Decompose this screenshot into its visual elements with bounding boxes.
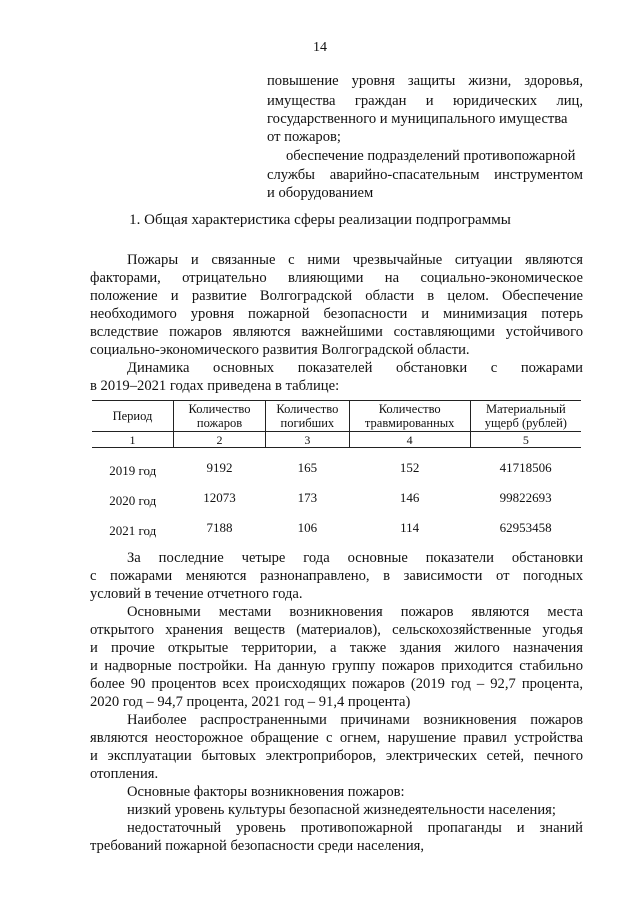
text-line: условий в течение отчетного года. bbox=[90, 586, 303, 602]
cell-fires bbox=[173, 516, 265, 546]
column-number: 5 bbox=[470, 432, 581, 448]
cell-fires bbox=[173, 448, 265, 487]
cell-injured bbox=[349, 516, 470, 546]
text-line: требований пожарной безопасности среди населения, bbox=[90, 838, 424, 854]
intro-line: от пожаров; bbox=[267, 129, 341, 145]
cell-value: 12073 bbox=[203, 490, 236, 505]
text-line: низкий уровень культуры безопасной жизнедеятельности населения; bbox=[127, 802, 556, 818]
cell-period: 2019 год bbox=[109, 463, 157, 478]
header-deaths: Количество погибших bbox=[266, 401, 349, 432]
cell-deaths bbox=[266, 486, 349, 516]
table-header-row bbox=[92, 401, 581, 432]
cell-value: 152 bbox=[399, 460, 420, 475]
text-line: являются неосторожное обращение с огнем, нарушение правил устройства bbox=[90, 730, 583, 746]
cell-period: 2021 год bbox=[109, 523, 157, 538]
header-fires: Количество пожаров bbox=[173, 401, 265, 432]
cell-value: 41718506 bbox=[499, 460, 552, 475]
text-line: Динамика основных показателей обстановки с пожарами bbox=[127, 360, 583, 376]
intro-line: повышение уровня защиты жизни, здоровья, bbox=[267, 73, 583, 89]
header-injured: Количество травмированных bbox=[349, 401, 470, 432]
text-line: вследствие пожаров являются важнейшими составляющими устойчивого bbox=[90, 324, 583, 340]
page-number: 14 bbox=[313, 40, 327, 55]
text-line: Основные факторы возникновения пожаров: bbox=[127, 784, 405, 800]
table-row bbox=[92, 486, 581, 516]
text-line: необходимого уровня пожарной безопасности и минимизация потерь bbox=[90, 306, 583, 322]
intro-line: обеспечение подразделений противопожарной bbox=[286, 148, 576, 164]
text-line: факторами, отрицательно влияющими на социально-экономическое bbox=[90, 270, 583, 286]
fire-statistics-table bbox=[92, 400, 581, 546]
section-heading: 1. Общая характеристика сферы реализации подпрограммы bbox=[129, 212, 511, 228]
text-line: 2020 год – 94,7 процента, 2021 год – 91,4 процента) bbox=[90, 694, 411, 710]
cell-value: 62953458 bbox=[499, 520, 552, 535]
cell-deaths bbox=[266, 448, 349, 487]
cell-deaths bbox=[266, 516, 349, 546]
cell-injured bbox=[349, 486, 470, 516]
text-line: Пожары и связанные с ними чрезвычайные ситуации являются bbox=[127, 252, 583, 268]
text-line: положение и развитие Волгоградской области в целом. Обеспечение bbox=[90, 288, 583, 304]
text-line: и надворные постройки. На данную группу пожаров приходится стабильно bbox=[90, 658, 583, 674]
text-line: За последние четыре года основные показатели обстановки bbox=[127, 550, 583, 566]
cell-value: 146 bbox=[399, 490, 420, 505]
text-line: и эксплуатации бытовых электроприборов, электрических сетей, печного bbox=[90, 748, 583, 764]
column-number: 2 bbox=[173, 432, 265, 448]
cell-value: 165 bbox=[297, 460, 318, 475]
cell-value: 7188 bbox=[206, 520, 233, 535]
cell-value: 114 bbox=[400, 520, 420, 535]
cell-damage bbox=[470, 516, 581, 546]
intro-line: государственного и муниципального имущества bbox=[267, 111, 568, 127]
header-period: Период bbox=[92, 401, 173, 432]
cell-injured bbox=[349, 448, 470, 487]
text-line: в 2019–2021 годах приведена в таблице: bbox=[90, 378, 340, 394]
intro-line: имущества граждан и юридических лиц, bbox=[267, 93, 583, 109]
header-damage: Материальный ущерб (рублей) bbox=[470, 401, 581, 432]
table-row bbox=[92, 448, 581, 487]
cell-fires bbox=[173, 486, 265, 516]
cell-value: 9192 bbox=[206, 460, 233, 475]
intro-line: службы аварийно-спасательным инструментом bbox=[267, 167, 583, 183]
text-line: открытого хранения веществ (материалов), сельскохозяйственные угодья bbox=[90, 622, 583, 638]
cell-period: 2020 год bbox=[109, 493, 157, 508]
cell-damage bbox=[470, 448, 581, 487]
column-number: 3 bbox=[266, 432, 349, 448]
text-line: социально-экономического развития Волгоградской области. bbox=[90, 342, 470, 358]
text-line: более 90 процентов всех происходящих пожаров (2019 год – 92,7 процента, bbox=[90, 676, 583, 692]
text-line: Основными местами возникновения пожаров являются места bbox=[127, 604, 583, 620]
text-line: Наиболее распространенными причинами возникновения пожаров bbox=[127, 712, 583, 728]
table-column-number-row bbox=[92, 432, 581, 448]
column-number: 4 bbox=[349, 432, 470, 448]
intro-line: и оборудованием bbox=[267, 185, 374, 201]
column-number: 1 bbox=[92, 432, 173, 448]
cell-value: 106 bbox=[297, 520, 318, 535]
cell-value: 99822693 bbox=[499, 490, 552, 505]
cell-value: 173 bbox=[297, 490, 318, 505]
text-line: недостаточный уровень противопожарной пропаганды и знаний bbox=[127, 820, 583, 836]
text-line: и прочие открытые территории, а также здания жилого назначения bbox=[90, 640, 583, 656]
text-line: отопления. bbox=[90, 766, 159, 782]
cell-damage bbox=[470, 486, 581, 516]
text-line: с пожарами меняются разнонаправлено, в зависимости от погодных bbox=[90, 568, 583, 584]
table-row bbox=[92, 516, 581, 546]
